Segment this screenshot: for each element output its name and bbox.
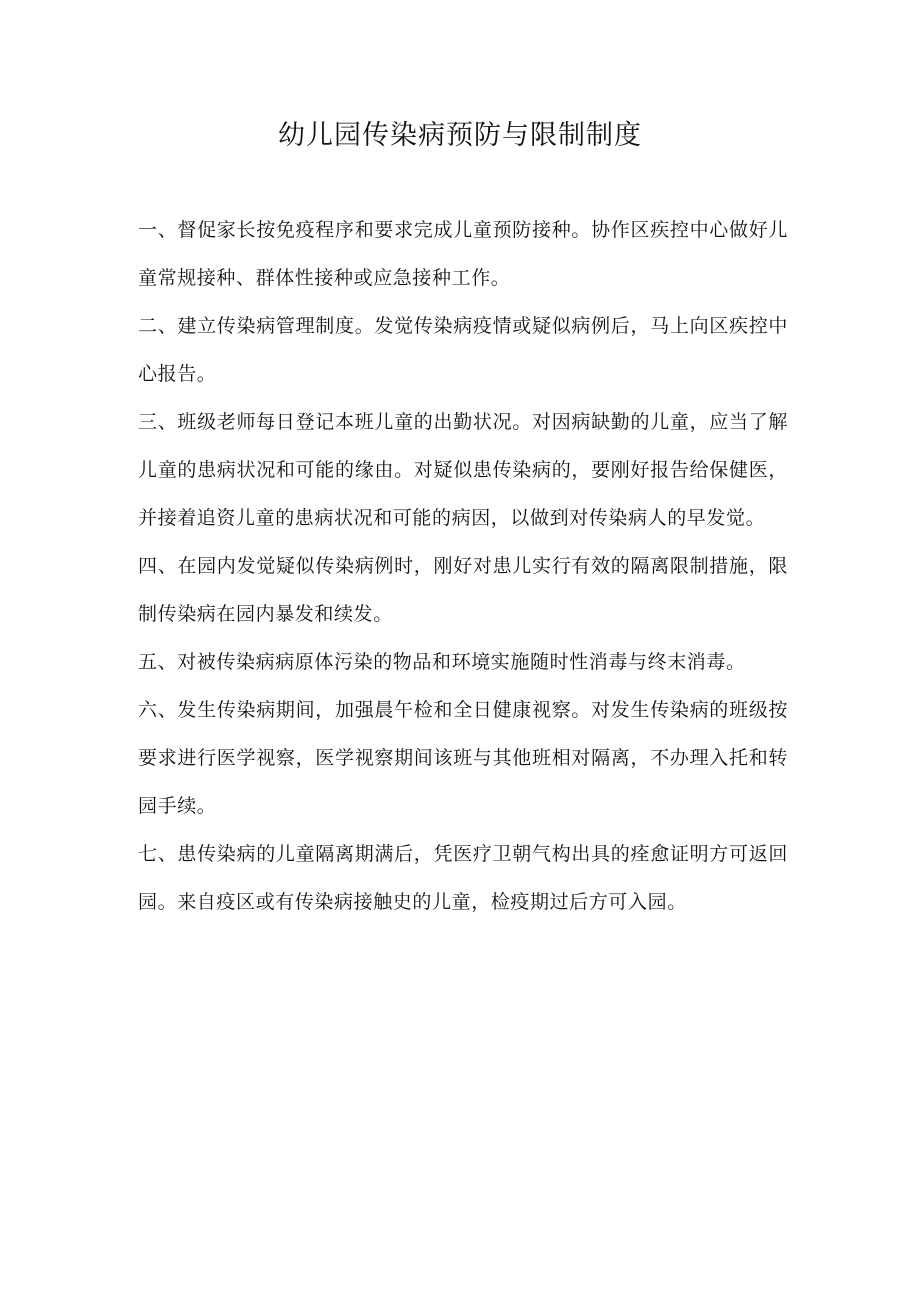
paragraph-2: 二、建立传染病管理制度。发觉传染病疫情或疑似病例后，马上向区疾控中心报告。 <box>138 315 788 385</box>
paragraph-6: 六、发生传染病期间，加强晨午检和全日健康视察。对发生传染病的班级按要求进行医学视察，医学视察期间该班与其他班相对隔离，不办理入托和转园手续。 <box>138 699 788 817</box>
paragraph-3: 三、班级老师每日登记本班儿童的出勤状况。对因病缺勤的儿童，应当了解儿童的患病状况和可能的缘由。对疑似患传染病的，要刚好报告给保健医，并接着追资儿童的患病状况和可能的病因，以做到对传染病人的早发觉。 <box>138 411 788 529</box>
document-title: 幼儿园传染病预防与限制制度 <box>278 120 642 151</box>
paragraph-7: 七、患传染病的儿童隔离期满后，凭医疗卫朝气构出具的痊愈证明方可返回园。来自疫区或有传染病接触史的儿童，检疫期过后方可入园。 <box>138 843 788 913</box>
paragraph-4: 四、在园内发觉疑似传染病例时，刚好对患儿实行有效的隔离限制措施，限制传染病在园内暴发和续发。 <box>138 555 788 625</box>
paragraph-5: 五、对被传染病病原体污染的物品和环境实施随时性消毒与终末消毒。 <box>138 651 746 673</box>
paragraph-1: 一、督促家长按免疫程序和要求完成儿童预防接种。协作区疾控中心做好儿童常规接种、群体性接种或应急接种工作。 <box>138 219 788 289</box>
document-body <box>138 206 788 926</box>
